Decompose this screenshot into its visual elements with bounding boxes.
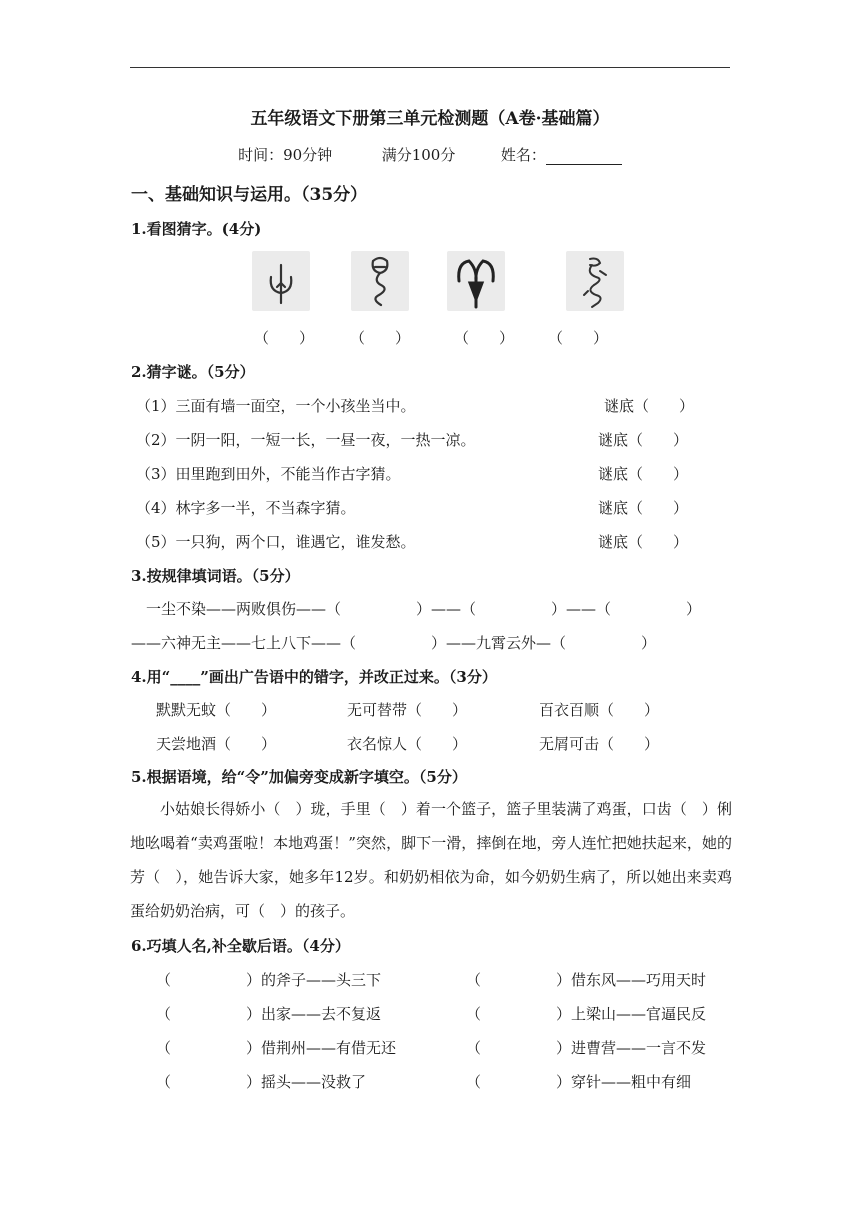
page-title: 五年级语文下册第三单元检测题（A卷·基础篇） (250, 109, 610, 129)
question-4-heading: 4.用“____”画出广告语中的错字，并改正过来。（3分） (131, 668, 497, 686)
ad-slogan-item[interactable]: 衣名惊人（ ） (347, 735, 468, 753)
idiom-sequence-line[interactable]: ——六神无主——七上八下——（ ）——九霄云外—（ ） (131, 634, 657, 652)
top-rule (130, 67, 730, 68)
riddle-item: （5）一只狗，两个口，谁遇它，谁发愁。 (136, 533, 416, 551)
ad-slogan-item[interactable]: 天尝地酒（ ） (156, 735, 277, 753)
ancient-glyph-3 (447, 251, 505, 311)
idiom-sequence-line[interactable]: 一尘不染——两败俱伤——（ ）——（ ）——（ ） (146, 600, 702, 618)
exam-score: 满分100分 (381, 146, 456, 164)
riddle-answer[interactable]: 谜底（ ） (598, 533, 689, 551)
glyph-answer-blank[interactable]: （ ） (350, 329, 411, 347)
context-passage[interactable]: 小姑娘长得娇小（ ）珑，手里（ ）着一个篮子，篮子里装满了鸡蛋，口齿（ ）俐地吆喝着“卖鸡蛋啦！本地鸡蛋！”突然，脚下一滑，摔倒在地，旁人连忙把她扶起来，她的芳（ ），她告诉大家，她多年12岁。和奶奶相依为命，如今奶奶生病了，所以她出来卖鸡蛋给奶奶治病，可（ ）的孩子。 (130, 800, 732, 920)
ad-slogan-item[interactable]: 百衣百顺（ ） (539, 701, 660, 719)
riddle-answer[interactable]: 谜底（ ） (598, 499, 689, 517)
xiehouyu-item[interactable]: （ ）穿针——粗中有细 (466, 1073, 692, 1091)
riddle-item: （1）三面有墙一面空，一个小孩坐当中。 (136, 397, 416, 415)
xiehouyu-item[interactable]: （ ）出家——去不复返 (156, 1005, 382, 1023)
question-5-heading: 5.根据语境，给“令”加偏旁变成新字填空。（5分） (131, 768, 467, 786)
ancient-glyph-4 (566, 251, 624, 311)
xiehouyu-item[interactable]: （ ）的斧子——头三下 (156, 971, 382, 989)
ad-slogan-item[interactable]: 无屑可击（ ） (539, 735, 660, 753)
riddle-answer[interactable]: 谜底（ ） (598, 431, 689, 449)
question-3-heading: 3.按规律填词语。（5分） (131, 567, 300, 585)
name-label: 姓名： (500, 146, 546, 164)
glyph-answer-blank[interactable]: （ ） (454, 329, 515, 347)
glyph-answer-blank[interactable]: （ ） (254, 329, 315, 347)
xiehouyu-item[interactable]: （ ）摇头——没救了 (156, 1073, 367, 1091)
section-heading: 一、基础知识与运用。（35分） (131, 185, 368, 205)
riddle-item: （3）田里跑到田外，不能当作古字猜。 (136, 465, 401, 483)
exam-time: 时间：90分钟 (238, 146, 333, 164)
question-2-heading: 2.猜字谜。（5分） (131, 363, 255, 381)
name-blank[interactable] (546, 148, 622, 165)
xiehouyu-item[interactable]: （ ）借东风——巧用天时 (466, 971, 707, 989)
xiehouyu-item[interactable]: （ ）进曹营——一言不发 (466, 1039, 707, 1057)
riddle-item: （4）林字多一半，不当森字猜。 (136, 499, 356, 517)
ancient-glyph-1 (252, 251, 310, 311)
question-6-heading: 6.巧填人名,补全歇后语。（4分） (131, 937, 350, 955)
xiehouyu-item[interactable]: （ ）借荆州——有借无还 (156, 1039, 397, 1057)
ad-slogan-item[interactable]: 默默无蚊（ ） (156, 701, 277, 719)
ad-slogan-item[interactable]: 无可替带（ ） (347, 701, 468, 719)
riddle-answer[interactable]: 谜底（ ） (604, 397, 695, 415)
glyph-answer-blank[interactable]: （ ） (548, 329, 609, 347)
ancient-glyph-2 (351, 251, 409, 311)
riddle-answer[interactable]: 谜底（ ） (598, 465, 689, 483)
riddle-item: （2）一阴一阳，一短一长，一昼一夜，一热一凉。 (136, 431, 476, 449)
exam-info (0, 144, 860, 165)
xiehouyu-item[interactable]: （ ）上梁山——官逼民反 (466, 1005, 707, 1023)
question-1-heading: 1.看图猜字。(4分) (131, 220, 262, 238)
